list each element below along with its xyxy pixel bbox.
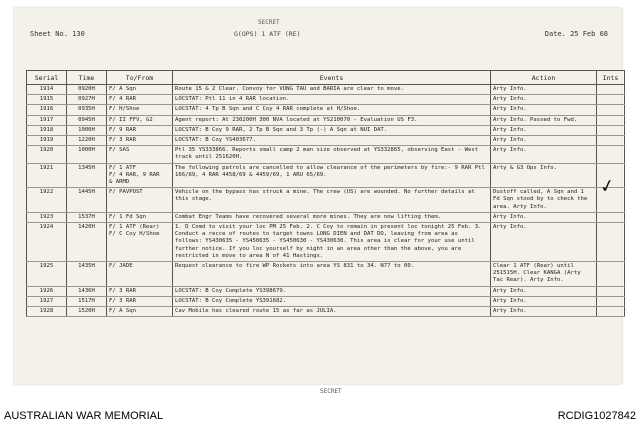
cell-time: 1436H — [67, 286, 107, 296]
table-row — [27, 136, 625, 146]
cell-time: 1445H — [67, 188, 107, 213]
cell-to-from: F/ PAVPOST — [107, 188, 173, 213]
cell-serial: 1916 — [27, 105, 67, 115]
cell-serial: 1917 — [27, 115, 67, 125]
cell-to-from: F/ 3 RAR — [107, 136, 173, 146]
cell-ints — [597, 296, 625, 306]
cell-action: Arty Info. — [491, 223, 597, 262]
cell-serial: 1928 — [27, 307, 67, 317]
cell-time: 0920H — [67, 85, 107, 95]
cell-to-from: F/ 1 ATF (Rear) F/ C Coy H/Shoe — [107, 223, 173, 262]
cell-action: Arty Info. — [491, 95, 597, 105]
cell-to-from: F/ 3 RAR — [107, 296, 173, 306]
cell-time: 1435H — [67, 262, 107, 287]
cell-events: Route 15 & 2 Clear. Convoy for VUNG TAU and BARIA are clear to move. — [173, 85, 491, 95]
cell-time: 1517H — [67, 296, 107, 306]
cell-events: 1. D Comd to visit your loc PM 25 Feb. 2. C Coy to remain in present loc tonight 25 Feb. 3. Conduct a recce of routes to target towns LONG DIEN and DAT DO, leaving from area as follows: YS430635 - YS450635 - YS450630 - YS430630. This area is clear for your use until further notice. If you loc yourself by night in an area other than the above, you are restricted in move to area N of 41 Hastings. — [173, 223, 491, 262]
cell-ints — [597, 146, 625, 163]
cell-ints — [597, 95, 625, 105]
cell-action: Arty Info. — [491, 125, 597, 135]
cell-ints — [597, 212, 625, 222]
cell-action: Arty Info. — [491, 212, 597, 222]
cell-to-from: F/ 1 Fd Sqn — [107, 212, 173, 222]
cell-action: Arty Info. — [491, 146, 597, 163]
table-row — [27, 223, 625, 262]
cell-to-from: F/ II FFV, G2 — [107, 115, 173, 125]
cell-events: Cav Mobile has cleared route 15 as far as JULIA. — [173, 307, 491, 317]
log-sheet — [14, 8, 622, 395]
col-header-serial: Serial — [27, 71, 67, 85]
cell-ints — [597, 105, 625, 115]
cell-action: Arty & G3 Ops Info. — [491, 163, 597, 188]
cell-serial: 1925 — [27, 262, 67, 287]
table-row — [27, 212, 625, 222]
cell-serial: 1915 — [27, 95, 67, 105]
cell-to-from: F/ 1 ATF F/ 4 RAR, 9 RAR & ARMD — [107, 163, 173, 188]
cell-events: LOCSTAT: 4 Tp B Sqn and C Coy 4 RAR complete at H/Shoe. — [173, 105, 491, 115]
cell-events: LOCSTAT: B Coy Complete YS391682. — [173, 296, 491, 306]
cell-to-from: F/ H/Shoe — [107, 105, 173, 115]
cell-to-from: F/ 3 RAR — [107, 286, 173, 296]
classification-stamp: SECRET — [258, 19, 280, 26]
cell-ints — [597, 136, 625, 146]
table-row — [27, 163, 625, 188]
sheet-date — [545, 30, 608, 38]
events-log-table — [26, 70, 625, 317]
cell-action: Arty Info. — [491, 136, 597, 146]
cell-events: LOCSTAT: B Coy YS403677. — [173, 136, 491, 146]
cell-events: The following patrols are cancelled to allow clearance of the perimeters by fire:- 9 RAR Ptl 166/69, 4 RAR 4458/69 & 4459/69, 1 ARU 65/69. — [173, 163, 491, 188]
cell-ints — [597, 125, 625, 135]
table-row — [27, 95, 625, 105]
col-header-time: Time — [67, 71, 107, 85]
cell-serial: 1927 — [27, 296, 67, 306]
cell-ints — [597, 223, 625, 262]
cell-to-from: F/ JADE — [107, 262, 173, 287]
cell-time: 1520H — [67, 307, 107, 317]
cell-serial: 1914 — [27, 85, 67, 95]
archive-reference: RCDIG1027842 — [557, 410, 636, 422]
cell-action: Dustoff called, A Sqn and 1 Fd Sqn stood by to check the area. Arty Info. — [491, 188, 597, 213]
cell-action: Arty Info. — [491, 286, 597, 296]
sheet-label: Sheet No. — [30, 30, 68, 38]
cell-time: 0945H — [67, 115, 107, 125]
cell-time: 1537H — [67, 212, 107, 222]
col-header-events: Events — [173, 71, 491, 85]
table-row — [27, 125, 625, 135]
cell-to-from: F/ 9 RAR — [107, 125, 173, 135]
date-value: 25 Feb 68 — [570, 30, 608, 38]
cell-time: 0927H — [67, 95, 107, 105]
cell-events: LOCSTAT: B Coy 9 RAR, 2 Tp B Sqn and 3 Tp (-) A Sqn at NUI DAT. — [173, 125, 491, 135]
cell-time: 1000H — [67, 125, 107, 135]
cell-serial: 1919 — [27, 136, 67, 146]
cell-events: Ptl 35 YS333866. Reports small camp 2 man size observed at YS332865, observing East - West track until 251620H. — [173, 146, 491, 163]
cell-events: LOCSTAT: B Coy Complete YS398679. — [173, 286, 491, 296]
cell-action: Arty Info. — [491, 307, 597, 317]
cell-ints — [597, 85, 625, 95]
cell-action: Clear 1 ATF (Rear) until 251515H. Clear KANGA (Arty Tac Rear). Arty Info. — [491, 262, 597, 287]
cell-events: Request clearance to fire WP Rockets into area YS 831 to 34. N77 to 00. — [173, 262, 491, 287]
cell-serial: 1923 — [27, 212, 67, 222]
cell-serial: 1926 — [27, 286, 67, 296]
cell-to-from: F/ SAS — [107, 146, 173, 163]
cell-events: Vehicle on the bypass has struck a mine. The crew (US) are wounded. No further details at this stage. — [173, 188, 491, 213]
col-header-action: Action — [491, 71, 597, 85]
cell-time: 1220H — [67, 136, 107, 146]
cell-serial: 1920 — [27, 146, 67, 163]
sheet-number — [30, 30, 85, 38]
cell-events: LOCSTAT: Ptl 11 in 4 RAR location. — [173, 95, 491, 105]
cell-events: Agent report: At 230200H 300 NVA located at YS210070 - Evaluation US F3. — [173, 115, 491, 125]
cell-action: Arty Info. — [491, 105, 597, 115]
cell-time: 1000H — [67, 146, 107, 163]
cell-serial: 1921 — [27, 163, 67, 188]
table-row — [27, 105, 625, 115]
cell-ints — [597, 115, 625, 125]
cell-action: Arty Info. — [491, 85, 597, 95]
table-row — [27, 188, 625, 213]
date-label: Date. — [544, 30, 566, 38]
table-row — [27, 115, 625, 125]
table-body — [27, 85, 625, 317]
cell-to-from: F/ 4 RAR — [107, 95, 173, 105]
table-row — [27, 296, 625, 306]
table-row — [27, 286, 625, 296]
col-header-ints: Ints — [597, 71, 625, 85]
cell-ints — [597, 262, 625, 287]
cell-action: Arty Info. — [491, 296, 597, 306]
table-header-row — [27, 71, 625, 85]
sheet-no-value: 130 — [72, 30, 85, 38]
cell-to-from: F/ A Sqn — [107, 85, 173, 95]
table-row — [27, 307, 625, 317]
cell-time: 0935H — [67, 105, 107, 115]
handwritten-tick-mark: ✓ — [597, 174, 618, 199]
unit-title: G(OPS) 1 ATF (RE) — [234, 30, 301, 38]
table-row — [27, 262, 625, 287]
cell-events: Combat Engr Teams have recovered several more mines. They are now lifting them. — [173, 212, 491, 222]
cell-to-from: F/ A Sqn — [107, 307, 173, 317]
cell-serial: 1918 — [27, 125, 67, 135]
col-header-to-from: To/From — [107, 71, 173, 85]
table-row — [27, 85, 625, 95]
cell-action: Arty Info. Passed to Fwd. — [491, 115, 597, 125]
cell-serial: 1924 — [27, 223, 67, 262]
cell-time: 1345H — [67, 163, 107, 188]
footer-classification-stamp: SECRET — [320, 388, 342, 395]
cell-time: 1420H — [67, 223, 107, 262]
cell-ints — [597, 307, 625, 317]
archive-credit: AUSTRALIAN WAR MEMORIAL — [4, 410, 164, 422]
cell-serial: 1922 — [27, 188, 67, 213]
cell-ints — [597, 286, 625, 296]
table-row — [27, 146, 625, 163]
